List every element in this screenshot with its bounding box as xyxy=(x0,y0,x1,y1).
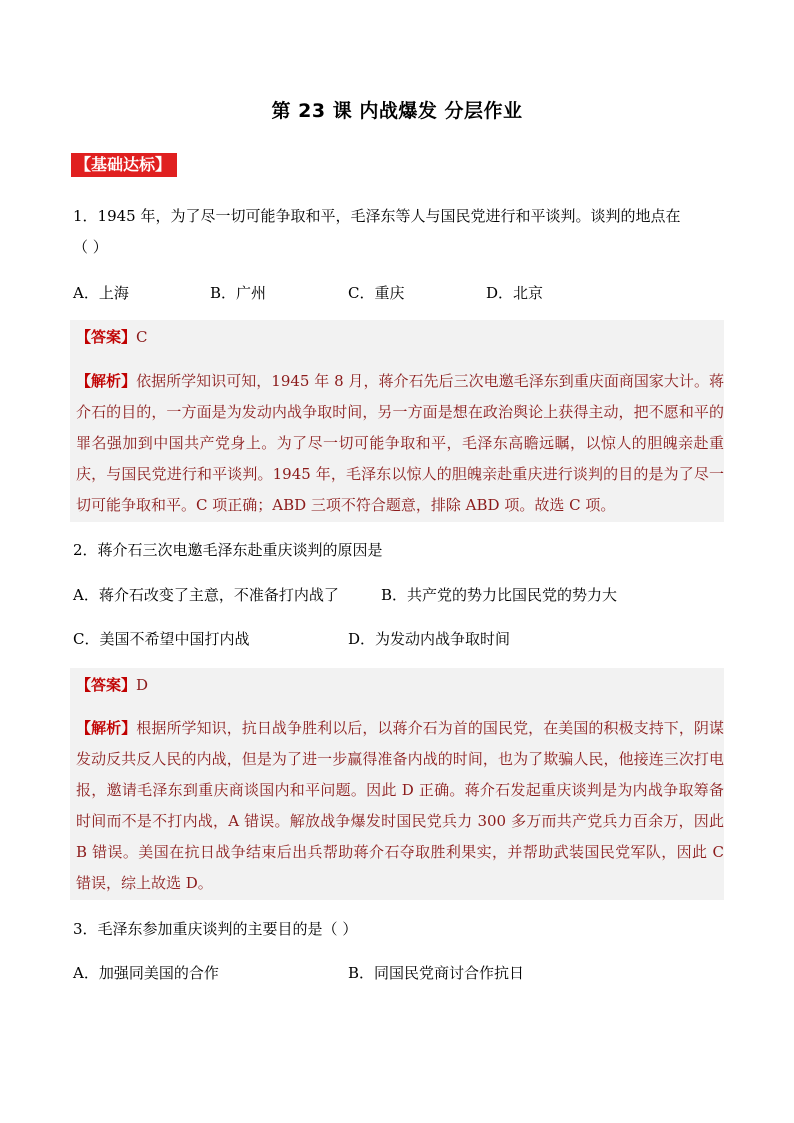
question-2-option-c: C．美国不希望中国打内战 xyxy=(73,630,250,648)
question-1-stem: 1．1945 年，为了尽一切可能争取和平，毛泽东等人与国民党进行和平谈判。谈判的地点在 xyxy=(73,207,681,225)
question-1-analysis xyxy=(76,366,724,521)
question-3-option-b: B．同国民党商讨合作抗日 xyxy=(348,964,525,982)
analysis-text: 依据所学知识可知，1945 年 8 月，蒋介石先后三次电邀毛泽东到重庆面商国家大计。蒋介石的目的，一方面是为发动内战争取时间，另一方面是想在政治舆论上获得主动，把不愿和平的罪名强加到中国共产党身上。为了尽一切可能争取和平，毛泽东高瞻远瞩，以惊人的胆魄亲赴重庆，与国民党进行和平谈判。1945 年，毛泽东以惊人的胆魄亲赴重庆进行谈判的目的是为了尽一切可能争取和平。C 项正确；ABD 三项不符合题意，排除 ABD 项。故选 C 项。 xyxy=(76,372,724,514)
answer-value: D xyxy=(136,676,149,694)
analysis-text: 根据所学知识，抗日战争胜利以后，以蒋介石为首的国民党，在美国的积极支持下，阴谋发动反共反人民的内战，但是为了进一步赢得准备内战的时间，也为了欺骗人民，他接连三次打电报，邀请毛泽东到重庆商谈国内和平问题。因此 D 正确。蒋介石发起重庆谈判是为内战争取筹备时间而不是不打内战，A 错误。解放战争爆发时国民党兵力 300 多万而共产党兵力百余万，因此 B 错误。美国在抗日战争结束后出兵帮助蒋介石夺取胜利果实，并帮助武装国民党军队，因此 C 错误，综上故选 D。 xyxy=(76,719,724,892)
analysis-label: 【解析】 xyxy=(76,719,137,737)
page-title: 第 23 课 内战爆发 分层作业 xyxy=(271,100,523,122)
question-2-analysis xyxy=(76,713,724,899)
analysis-label: 【解析】 xyxy=(76,372,137,390)
question-1-option-c: C．重庆 xyxy=(348,284,405,302)
question-2-option-b: B．共产党的势力比国民党的势力大 xyxy=(381,586,618,604)
question-2-stem: 2．蒋介石三次电邀毛泽东赴重庆谈判的原因是 xyxy=(73,541,383,559)
question-2-answer-box xyxy=(70,668,724,900)
question-1-answer-box xyxy=(70,320,724,522)
question-1-option-b: B．广州 xyxy=(210,284,267,302)
question-1-option-a: A．上海 xyxy=(73,284,129,302)
question-2-option-d: D．为发动内战争取时间 xyxy=(348,630,511,648)
question-1-option-d: D．北京 xyxy=(486,284,544,302)
question-2-option-a: A．蒋介石改变了主意，不准备打内战了 xyxy=(73,586,339,604)
answer-label: 【答案】 xyxy=(76,328,137,346)
question-2-answer xyxy=(76,674,148,696)
answer-value: C xyxy=(136,328,148,346)
question-3-stem: 3．毛泽东参加重庆谈判的主要目的是（ ） xyxy=(73,920,358,938)
section-badge-basic: 【基础达标】 xyxy=(71,153,177,177)
question-3-option-a: A．加强同美国的合作 xyxy=(73,964,219,982)
question-1-answer xyxy=(76,326,148,348)
answer-label: 【答案】 xyxy=(76,676,137,694)
question-1-blank: （ ） xyxy=(73,238,108,256)
